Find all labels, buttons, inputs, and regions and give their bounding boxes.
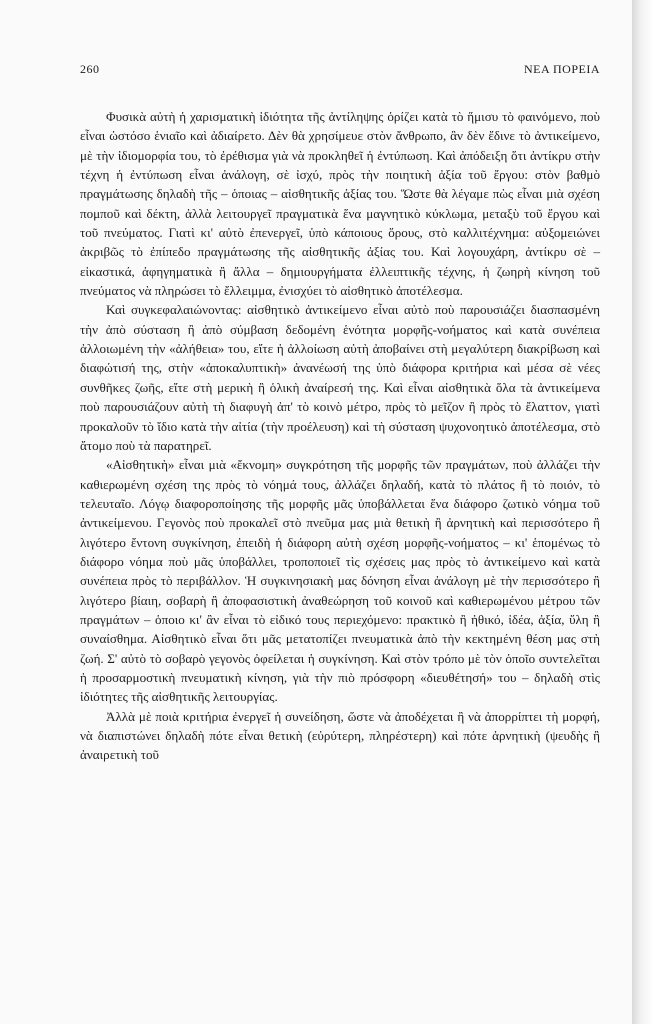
paragraph: Ἀλλὰ μὲ ποιὰ κριτήρια ἐνεργεῖ ἡ συνείδηση, ὥστε νὰ ἀποδέχεται ἢ νὰ ἀπορρίπτει τὴ μορφή, νὰ διαπιστώνει δηλαδὴ πότε εἶναι θετικὴ (εὐρύτερη, πληρέστερη) καὶ πότε ἀρνητικὴ (ψευδὴς ἢ ἀναιρετικὴ τοῦ: [80, 708, 600, 763]
scan-page-edge: [632, 0, 654, 1024]
page-number: 260: [80, 62, 100, 76]
running-title: ΝΕΑ ΠΟΡΕΙΑ: [524, 62, 600, 76]
paragraph: Καὶ συγκεφαλαιώνοντας: αἰσθητικὸ ἀντικείμενο εἶναι αὐτὸ ποὺ παρουσιάζει διασπασμένη τὴν ἀπὸ σύσταση ἢ ἀπὸ σύμβαση δεδομένη ἑνότητα μορφῆς-νοήματος καὶ κατὰ συνέπεια ἀλλοιωμένη τὴν «ἀλήθεια» του, εἴτε ἡ ἀλλοίωση αὐτὴ ἀποβαίνει στὴ μεγαλύτερη διακρίβωση καὶ διαφώτισή της, στὴν «ἀποκαλυπτικὴ» ἀνανέωσή της ὑπὸ διάφορα κριτήρια καὶ μέσα σὲ νέες συνθῆκες ζωῆς, εἴτε στὴ μερικὴ ἢ ὁλικὴ ἀναίρεσή της. Καὶ εἶναι αἰσθητικὰ ὅλα τὰ ἀντικείμενα ποὺ παρουσιάζουν αὐτὴ τὴ διαφυγὴ ἀπ' τὸ κοινὸ μέτρο, πρὸς τὸ μεῖζον ἢ πρὸς τὸ ἔλαττον, γιατὶ προκαλοῦν τὸ ἴδιο κατὰ τὴν αἰτία (τὴν προέλευση) καὶ τὴ σύσταση ψυχονοητικὸ ἀποτέλεσμα, στὸ ἄτομο ποὺ τὰ παρατηρεῖ.: [80, 302, 600, 453]
body-text: [80, 107, 600, 765]
running-head: [80, 62, 600, 77]
book-page: [80, 62, 600, 765]
paragraph: «Αἰσθητικὴ» εἶναι μιὰ «ἔκνομη» συγκρότηση τῆς μορφῆς τῶν πραγμάτων, ποὺ ἀλλάζει τὴν καθιερωμένη σχέση της πρὸς τὸ νόημά τους, ἀλλάζει δηλαδή, κατὰ τὸ πλάτος ἢ τὸ ποιόν, τὸ τελευταῖο. Λόγῳ διαφοροποίησης τῆς μορφῆς μᾶς ὑποβάλλεται ἕνα διάφορο ζωτικὸ νόημα τοῦ ἀντικείμενου. Γεγονὸς ποὺ προκαλεῖ στὸ πνεῦμα μας μιὰ θετικὴ ἢ ἀρνητικὴ καὶ περισσότερο ἢ λιγότερο ἔντονη συγκίνηση, ἐπειδὴ ἡ διάφορη αὐτὴ σχέση μορφῆς-νοήματος – κι' ἑπομένως τὸ διάφορο νόημα ποὺ μᾶς ὑποβάλλει, τροποποιεῖ τὶς σχέσεις μας πρὸς τὸ ἀντικείμενο καὶ κατὰ συνέπεια πρὸς τὸ περιβάλλον. Ἡ συγκινησιακὴ μας δόνηση εἶναι ἀνάλογη μὲ τὴν περισσότερο ἢ λιγότερο βίαιη, σοβαρὴ ἢ ἀποφασιστικὴ ἀναθεώρηση τοῦ κοινοῦ καὶ καθιερωμένου μέτρου τῶν πραγμάτων – ὁποιο κι' ἂν εἶναι τὸ εἰδικό τους περιεχόμενο: πρακτικὸ ἢ ἠθικό, ἰδέα, ἀξία, ὕλη ἢ συναίσθημα. Αἰσθητικὸ εἶναι ὅτι μᾶς μετατοπίζει πνευματικὰ ἀπὸ τὴν κεκτημένη θέση μας στὴ ζωή. Σ' αὐτὸ τὸ σοβαρὸ γεγονὸς ὀφείλεται ἡ συγκίνηση. Καὶ στὸν τρόπο μὲ τὸν ὁποῖο συντελεῖται ἡ προσαρμοστικὴ πνευματικὴ κίνηση, γιὰ τὴν πιὸ πρόσφορη «διευθέτησή» του – δηλαδὴ στὶς ἰδιότητες τῆς αἰσθητικῆς λειτουργίας.: [80, 457, 600, 705]
paragraph: Φυσικὰ αὐτὴ ἡ χαρισματικὴ ἰδιότητα τῆς ἀντίληψης ὁρίζει κατὰ τὸ ἥμισυ τὸ φαινόμενο, ποὺ εἶναι ὡστόσο ἑνιαῖο καὶ ἀδιαίρετο. Δὲν θὰ χρησίμευε στὸν ἄνθρωπο, ἂν δὲν ἔδινε τὸ ἀντικείμενο, μὲ τὴν ἰδιομορφία του, τὸ ἐρέθισμα γιὰ νὰ προκληθεῖ ἡ ἐντύπωση. Καὶ ἀπόδειξη ὅτι ἀντίκρυ στὴν τέχνη ἡ ἐντύπωση εἶναι ἀνάλογη, σὲ ἰσχύ, πρὸς τὴν ποιητικὴ ἀξία τοῦ ἔργου: στὸν βαθμὸ πραγμάτωσης δηλαδὴ τῆς – ὁποιας – αἰσθητικῆς ἀξίας του. Ὥστε θὰ λέγαμε πὼς εἶναι μιὰ σχέση πομποῦ καὶ δέκτη, ἀλλὰ λειτουργεῖ πραγματικὰ ἕνα μαγνητικὸ κύκλωμα, μεταξὺ τοῦ ἔργου καὶ τοῦ πνεύματος. Γιατὶ κι' αὐτὸ ἐπενεργεῖ, ὑπὸ κάποιους ὅρους, στὸ καλλιτέχνημα: αὐξομειώνει ἀκριβῶς τὸ ἐπίπεδο πραγμάτωσης τῆς αἰσθητικῆς ἀξίας του. Καὶ λογουχάρη, ἀντίκρυ σὲ – εἰκαστικά, ἀφηγηματικὰ ἢ ἄλλα – δημιουργήματα ἐλλειπτικῆς τέχνης, ἡ ζωηρὴ κίνηση τοῦ πνεύματος νὰ πληρώσει τὸ ἔλλειμμα, ἐνισχύει τὸ αἰσθητικὸ ἀποτέλεσμα.: [80, 109, 600, 299]
